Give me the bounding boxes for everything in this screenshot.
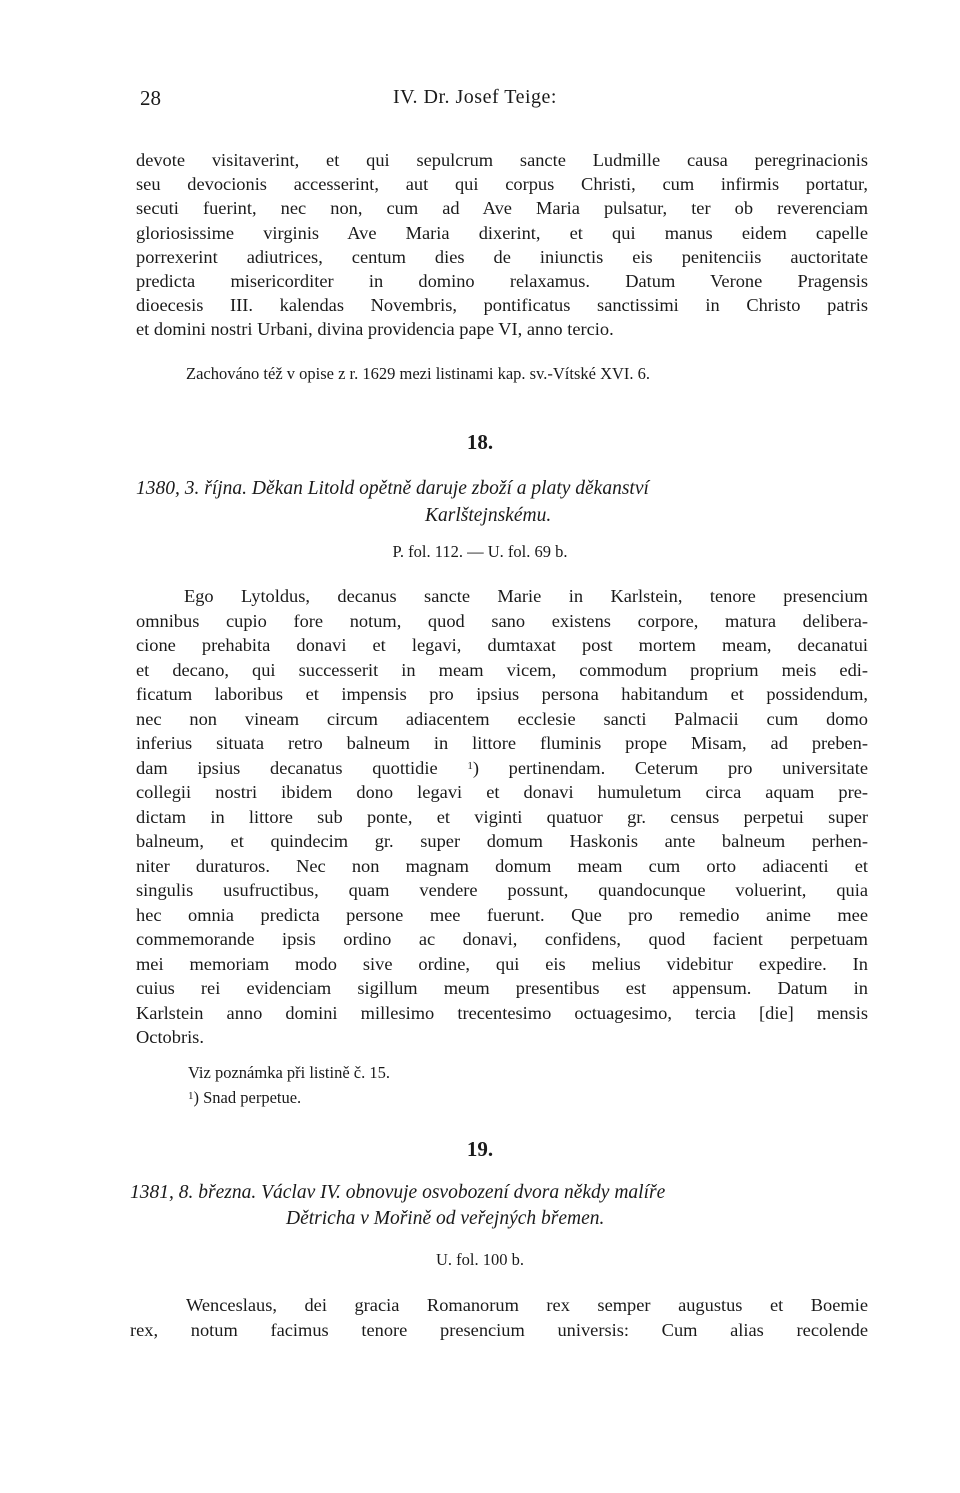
text-line: predicta misericorditer in domino relaxamus. Datum Verone Pragensis xyxy=(136,271,868,292)
text-line: Wenceslaus, dei gracia Romanorum rex semper augustus et Boemie xyxy=(186,1295,868,1315)
source-reference-19: U. fol. 100 b. xyxy=(436,1250,524,1269)
text-line: collegii nostri ibidem dono legavi et donavi humuletum circa aquam pre- xyxy=(136,782,868,802)
text-line: rex, notum facimus tenore presencium universis: Cum alias recolende xyxy=(130,1320,868,1340)
page-number: 28 xyxy=(140,86,161,110)
archival-note: Zachováno též v opise z r. 1629 mezi listinami kap. sv.-Vítské XVI. 6. xyxy=(186,364,651,383)
regest-19-line2: Dětricha v Mořině od veřejných břemen. xyxy=(286,1208,605,1229)
text-line: omnibus cupio fore notum, quod sano existens corpore, matura delibera- xyxy=(136,610,868,631)
regest-18-line2: Karlštejnskému. xyxy=(425,505,552,526)
text-line: Ego Lytoldus, decanus sancte Marie in Karlstein, tenore presencium xyxy=(184,586,868,606)
text-line: commemorande ipsis ordino ac donavi, confidens, quod facient perpetuam xyxy=(136,929,868,949)
text-line: Octobris. xyxy=(136,1027,204,1047)
paragraph-document-19 xyxy=(130,1293,868,1343)
text-line: cuius rei evidenciam sigillum meum presentibus est appensum. Datum in xyxy=(136,978,868,998)
text-line: Karlstein anno domini millesimo trecentesimo octuagesimo, tercia [die] mensis xyxy=(136,1002,868,1023)
source-reference-18: P. fol. 112. — U. fol. 69 b. xyxy=(392,542,568,561)
text-line: porrexerint adiutrices, centum dies de iniunctis eis penitenciis auctoritate xyxy=(136,246,868,267)
text-line-with-footnote xyxy=(136,756,868,781)
document-number-18: 18. xyxy=(466,430,494,454)
page-header xyxy=(140,86,870,116)
footnote-marker: 1 xyxy=(188,1090,194,1102)
footnote-marker: 1 xyxy=(467,759,473,772)
footnote-text: ) Snad perpetue. xyxy=(193,1088,302,1107)
text-line: hec omnia predicta persone mee fuerunt. Que pro remedio anime mee xyxy=(136,904,868,925)
paragraph-document-18 xyxy=(136,584,868,1050)
text-line: niter duraturos. Nec non magnam domum meam cum orto adiacenti et xyxy=(136,855,868,876)
text-line: devote visitaverint, et qui sepulcrum sancte Ludmille causa peregrinacionis xyxy=(136,150,868,170)
text-line: et domini nostri Urbani, divina providencia pape VI, anno tercio. xyxy=(136,319,614,340)
text-line: mei memoriam modo sive ordine, qui eis melius videbitur expedire. In xyxy=(136,953,868,974)
text-fragment: ) pertinendam. Ceterum pro universitate xyxy=(472,757,868,778)
text-line: dioecesis III. kalendas Novembris, pontificatus sanctissimi in Christo patris xyxy=(136,295,868,316)
text-fragment: dam ipsius decanatus quottidie xyxy=(136,757,438,778)
regest-19-line1: 1381, 8. března. Václav IV. obnovuje osvobození dvora někdy malíře xyxy=(130,1182,666,1203)
text-line: singulis usufructibus, quam vendere possunt, quandocunque voluerint, quia xyxy=(136,880,868,900)
footnote-18 xyxy=(188,1087,301,1109)
text-line: nec non vineam circum adiacentem ecclesie sancti Palmacii cum domo xyxy=(136,708,868,729)
cross-reference-note: Viz poznámka při listině č. 15. xyxy=(188,1063,390,1082)
text-line: inferius situata retro balneum in littore fluminis prope Misam, ad preben- xyxy=(136,733,868,753)
text-line: dictam in littore sub ponte, et viginti quatuor gr. census perpetui super xyxy=(136,806,868,827)
text-line: cione prehabita donavi et legavi, dumtaxat post mortem meam, decanatui xyxy=(136,635,868,655)
text-line: secuti fuerint, nec non, cum ad Ave Maria pulsatur, ter ob reverenciam xyxy=(136,198,868,219)
text-line: seu devocionis accesserint, aut qui corpus Christi, cum infirmis portatur, xyxy=(136,174,868,195)
text-line: et decano, qui successerit in meam vicem, commodum proprium meis edi- xyxy=(136,659,868,680)
running-head: IV. Dr. Josef Teige: xyxy=(393,86,557,108)
regest-18-line1: 1380, 3. října. Děkan Litold opětně daruje zboží a platy děkanství xyxy=(136,478,649,499)
document-number-19: 19. xyxy=(466,1137,494,1161)
paragraph-continuation xyxy=(136,148,868,342)
text-line: balneum, et quindecim gr. super domum Haskonis ante balneum perhen- xyxy=(136,831,868,851)
text-line: gloriosissime virginis Ave Maria dixerint, et qui manus eidem capelle xyxy=(136,222,868,243)
text-line: ficatum laboribus et impensis pro ipsius persona habitandum et possidendum, xyxy=(136,684,868,704)
